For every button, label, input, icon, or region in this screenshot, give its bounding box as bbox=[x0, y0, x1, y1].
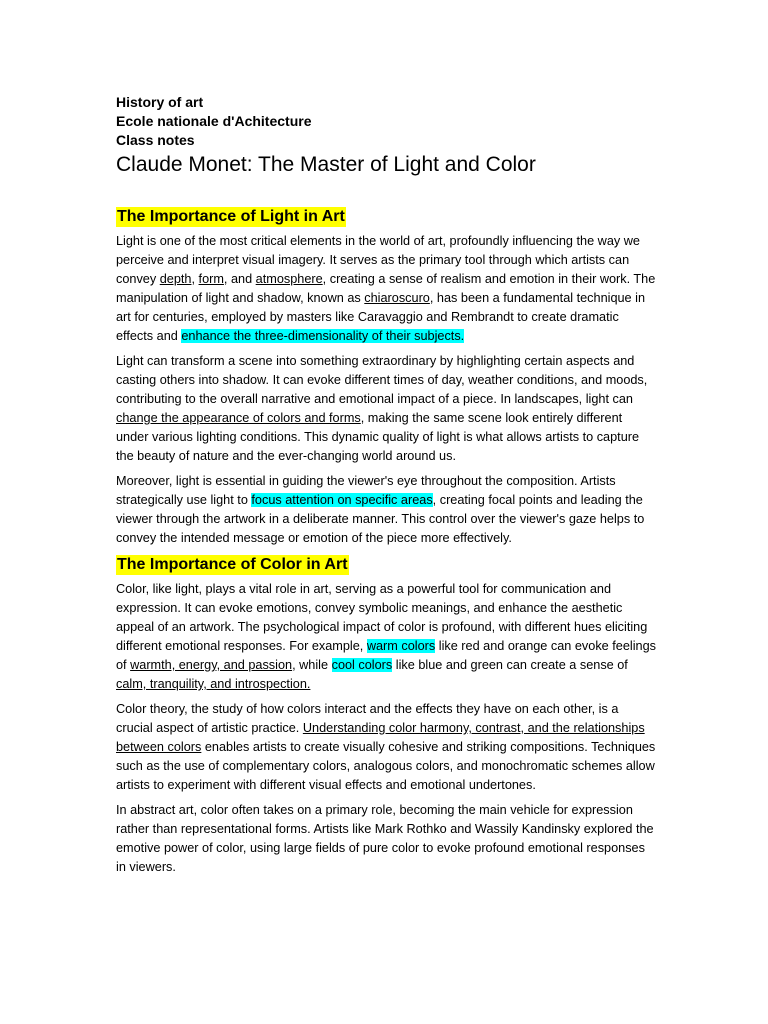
paragraph-text: , while bbox=[292, 658, 332, 672]
underlined-text: depth bbox=[159, 272, 192, 286]
highlighted-text: cool colors bbox=[331, 658, 393, 672]
underlined-text: warmth, energy, and passion bbox=[130, 658, 293, 672]
highlighted-text: focus attention on specific areas bbox=[251, 493, 433, 507]
paragraph-text: Moreover, light is essential in guiding the viewer's eye throughout the composition. Artists strategically use light to bbox=[116, 474, 616, 507]
paragraph-text: , making the same scene look entirely different under various lighting conditions. This dynamic quality of light is what allows artists to capture the beauty of nature and the ever-changing world around us. bbox=[116, 411, 640, 463]
underlined-text: Understanding color harmony, contrast, and the relationships between colors bbox=[116, 721, 645, 754]
paragraph-color-2 bbox=[116, 700, 656, 795]
paragraph-text: , bbox=[191, 272, 199, 286]
paragraph-color-1 bbox=[116, 580, 656, 694]
highlighted-text: warm colors bbox=[366, 639, 436, 653]
paragraph-text: , has been a fundamental technique in art for centuries, employed by masters like Caravaggio and Rembrandt to create dramatic effects and bbox=[116, 291, 646, 343]
paragraph-text: , creating a sense of realism and emotion in their work. The manipulation of light and shadow, known as bbox=[116, 272, 656, 305]
underlined-text: form bbox=[198, 272, 224, 286]
highlighted-text: enhance the three-dimensionality of their subjects. bbox=[181, 329, 465, 343]
document-title: Claude Monet: The Master of Light and Color bbox=[116, 153, 536, 176]
paragraph-text: Light is one of the most critical elements in the world of art, profoundly influencing the way we perceive and interpret visual imagery. It serves as the primary tool through which artists can convey bbox=[116, 234, 640, 286]
document-type: Class notes bbox=[116, 132, 195, 148]
paragraph-text: In abstract art, color often takes on a primary role, becoming the main vehicle for expression rather than representational forms. Artists like Mark Rothko and Wassily Kandinsky explored the emotive power of color, using large fields of pure color to evoke profound emotional responses in viewers. bbox=[116, 803, 654, 874]
school-name: Ecole nationale d'Achitecture bbox=[116, 113, 312, 129]
paragraph-text: , and bbox=[223, 272, 256, 286]
paragraph-light-1 bbox=[116, 232, 656, 346]
section-heading-color: The Importance of Color in Art bbox=[117, 556, 348, 573]
paragraph-text: Color, like light, plays a vital role in art, serving as a powerful tool for communication and expression. It can evoke emotions, convey symbolic meanings, and enhance the aesthetic appeal of an artwork. The psychological impact of color is profound, with different hues eliciting different emotional responses. For example, bbox=[116, 582, 648, 653]
paragraph-light-2 bbox=[116, 352, 656, 466]
paragraph-text: Light can transform a scene into something extraordinary by highlighting certain aspects and casting others into shadow. It can evoke different times of day, weather conditions, and moods, contributing to the overall narrative and emotional impact of a piece. In landscapes, light can bbox=[116, 354, 648, 406]
section-color bbox=[116, 555, 656, 877]
section-light bbox=[116, 207, 656, 548]
underlined-text: chiaroscuro bbox=[364, 291, 430, 305]
document-content bbox=[116, 93, 656, 877]
paragraph-text: like red and orange can evoke feelings of bbox=[116, 639, 656, 672]
paragraph-text: , creating focal points and leading the viewer through the artwork in a deliberate manner. This control over the viewer's gaze helps to convey the intended message or emotion of the piece more effectively. bbox=[116, 493, 645, 545]
paragraph-text: enables artists to create visually cohesive and striking compositions. Techniques such as the use of complementary colors, analogous colors, and monochromatic schemes allow artists to experiment with different visual effects and emotional undertones. bbox=[116, 740, 656, 792]
underlined-text: change the appearance of colors and forms bbox=[116, 411, 361, 425]
section-heading-light: The Importance of Light in Art bbox=[117, 208, 345, 225]
underlined-text: calm, tranquility, and introspection. bbox=[116, 677, 311, 691]
paragraph-text: like blue and green can create a sense of bbox=[392, 658, 628, 672]
course-name: History of art bbox=[116, 94, 204, 110]
paragraph-text: Color theory, the study of how colors interact and the effects they have on each other, is a crucial aspect of artistic practice. bbox=[116, 702, 619, 735]
paragraph-light-3 bbox=[116, 472, 656, 548]
underlined-text: atmosphere bbox=[255, 272, 323, 286]
paragraph-color-3 bbox=[116, 801, 656, 877]
